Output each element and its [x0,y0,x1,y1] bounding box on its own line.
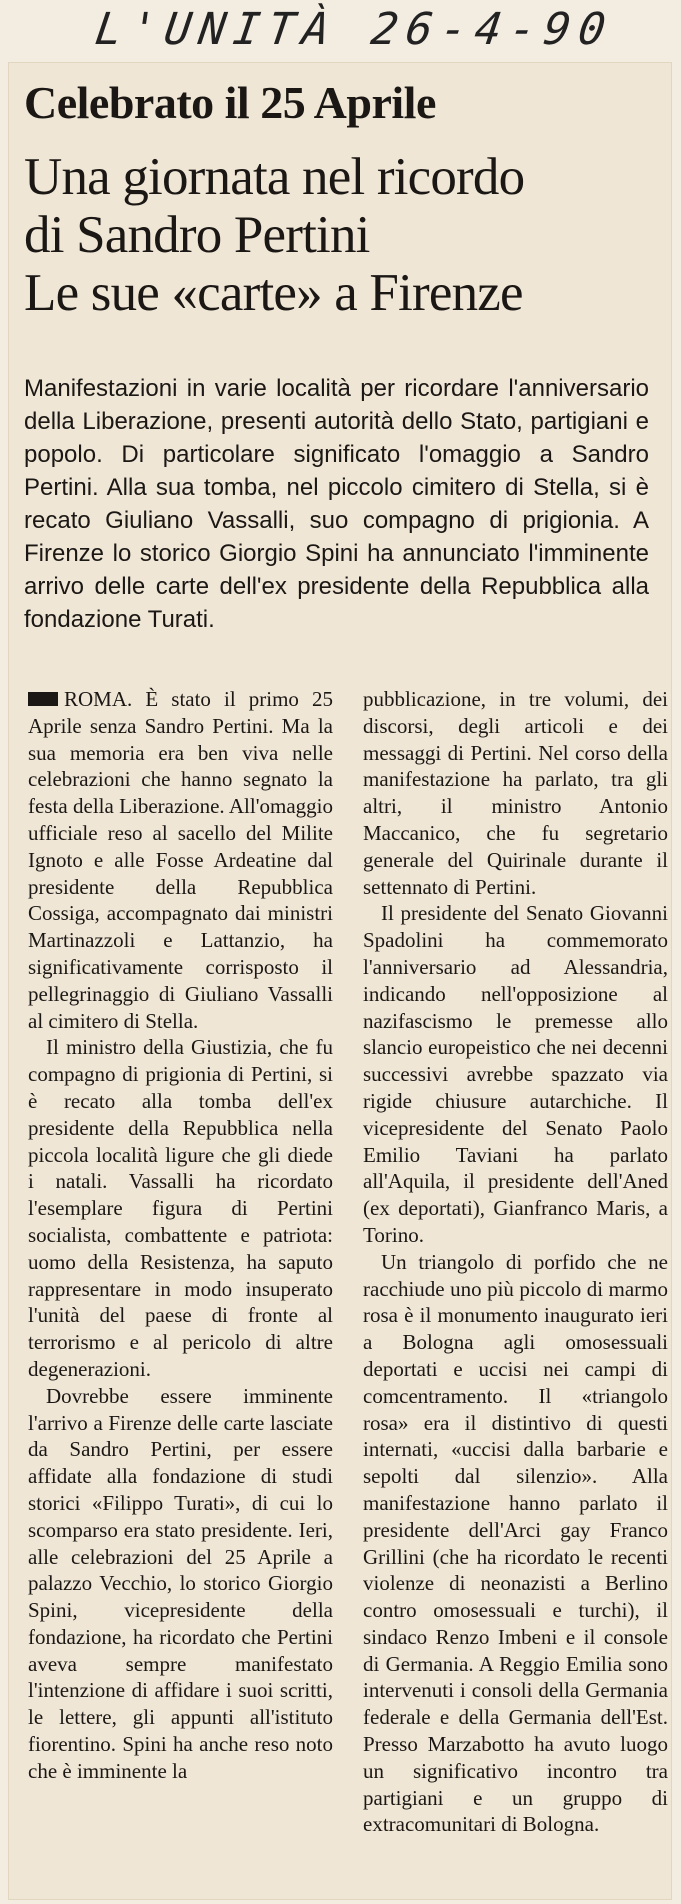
paragraph [28,686,333,1034]
dateline: ROMA. [64,687,133,711]
article-column-right [363,686,668,1838]
paragraph: Il ministro della Giustizia, che fu compagno di prigionia di Pertini, si è recato alla tomba dell'ex presidente della Repubblica nella piccola località ligure che gli diede i natali. Vassalli ha ricordato l'esemplare figura di Pertini socialista, combattente e patriota: uomo della Resistenza, ha saputo rappresentare in modo insuperato l'unità del paese di fronte al terrorismo e al pericolo di altre degenerazioni. [28,1035,333,1381]
article-lead: Manifestazioni in varie località per ricordare l'anniversario della Liberazione, presenti autorità dello Stato, partigiani e popolo. Di particolare significato l'omaggio a Sandro Pertini. Alla sua tomba, nel piccolo cimitero di Stella, si è recato Giuliano Vassalli, suo compagno di prigionia. A Firenze lo storico Giorgio Spini ha annunciato l'imminente arrivo delle carte dell'ex presidente della Repubblica alla fondazione Turati. [24,375,649,633]
article-headline [24,148,664,322]
headline-line: Una giornata nel ricordo [24,148,525,206]
handwritten-date-note: L'UNITÀ 26-4-90 [92,4,617,55]
headline-line: Le sue «carte» a Firenze [24,264,523,322]
article-column-left [28,686,333,1785]
paragraph: Un triangolo di porfido che ne racchiude uno più piccolo di marmo rosa è il monumento inaugurato ieri a Bologna agli omosessuali deportati e uccisi nei campi di comcentramento. Il «triangolo rosa» era il distintivo di questi internati, «uccisi dalla barbarie e sepolti dal silenzio». Alla manifestazione hanno parlato il presidente dell'Arci gay Franco Grillini (che ha ricordato le recenti violenze di neonazisti a Berlino contro omosessuali e turchi), il sindaco Renzo Imbeni e il console di Germania. A Reggio Emilia sono intervenuti i consoli della Germania federale e della Germania dell'Est. Presso Marzabotto ha avuto luogo un significativo incontro tra partigiani e un gruppo di extracomunitari di Bologna. [363,1249,668,1837]
paragraph: pubblicazione, in tre volumi, dei discorsi, degli articoli e dei messaggi di Pertini. Nel corso della manifestazione ha parlato, tra gli altri, il ministro Antonio Maccanico, che fu segretario generale del Quirinale durante il settennato di Pertini. [363,687,668,899]
headline-line: di Sandro Pertini [24,206,370,264]
article-kicker: Celebrato il 25 Aprile [24,77,436,128]
paragraph: Il presidente del Senato Giovanni Spadolini ha commemorato l'anniversario ad Alessandria, indicando nell'opposizione al nazifascismo le premesse allo slancio europeistico che nei decenni successivi avrebbe spazzato via rigide chiusure autarchiche. Il vicepresidente del Senato Paolo Emilio Taviani ha parlato all'Aquila, il presidente dell'Aned (ex deportati), Gianfranco Maris, a Torino. [363,901,668,1247]
bullet-mark [28,692,58,706]
paragraph: Dovrebbe essere imminente l'arrivo a Firenze delle carte lasciate da Sandro Pertini, per essere affidate alla fondazione di studi storici «Filippo Turati», di cui lo scomparso era stato presidente. Ieri, alle celebrazioni del 25 Aprile a palazzo Vecchio, lo storico Giorgio Spini, vicepresidente della fondazione, ha ricordato che Pertini aveva sempre manifestato l'intenzione di affidare i suoi scritti, le lettere, gli appunti all'istituto fiorentino. Spini ha anche reso noto che è imminente la [28,1383,333,1783]
paragraph-text: È stato il primo 25 Aprile senza Sandro Pertini. Ma la sua memoria era ben viva nelle celebrazioni che hanno segnato la festa della Liberazione. All'omaggio ufficiale reso al sacello del Milite Ignoto e alle Fosse Ardeatine dal presidente della Repubblica Cossiga, accompagnato dai ministri Martinazzoli e Lattanzio, ha significativamente corrisposto il pellegrinaggio di Giuliano Vassalli al cimitero di Stella. [28,687,334,1033]
